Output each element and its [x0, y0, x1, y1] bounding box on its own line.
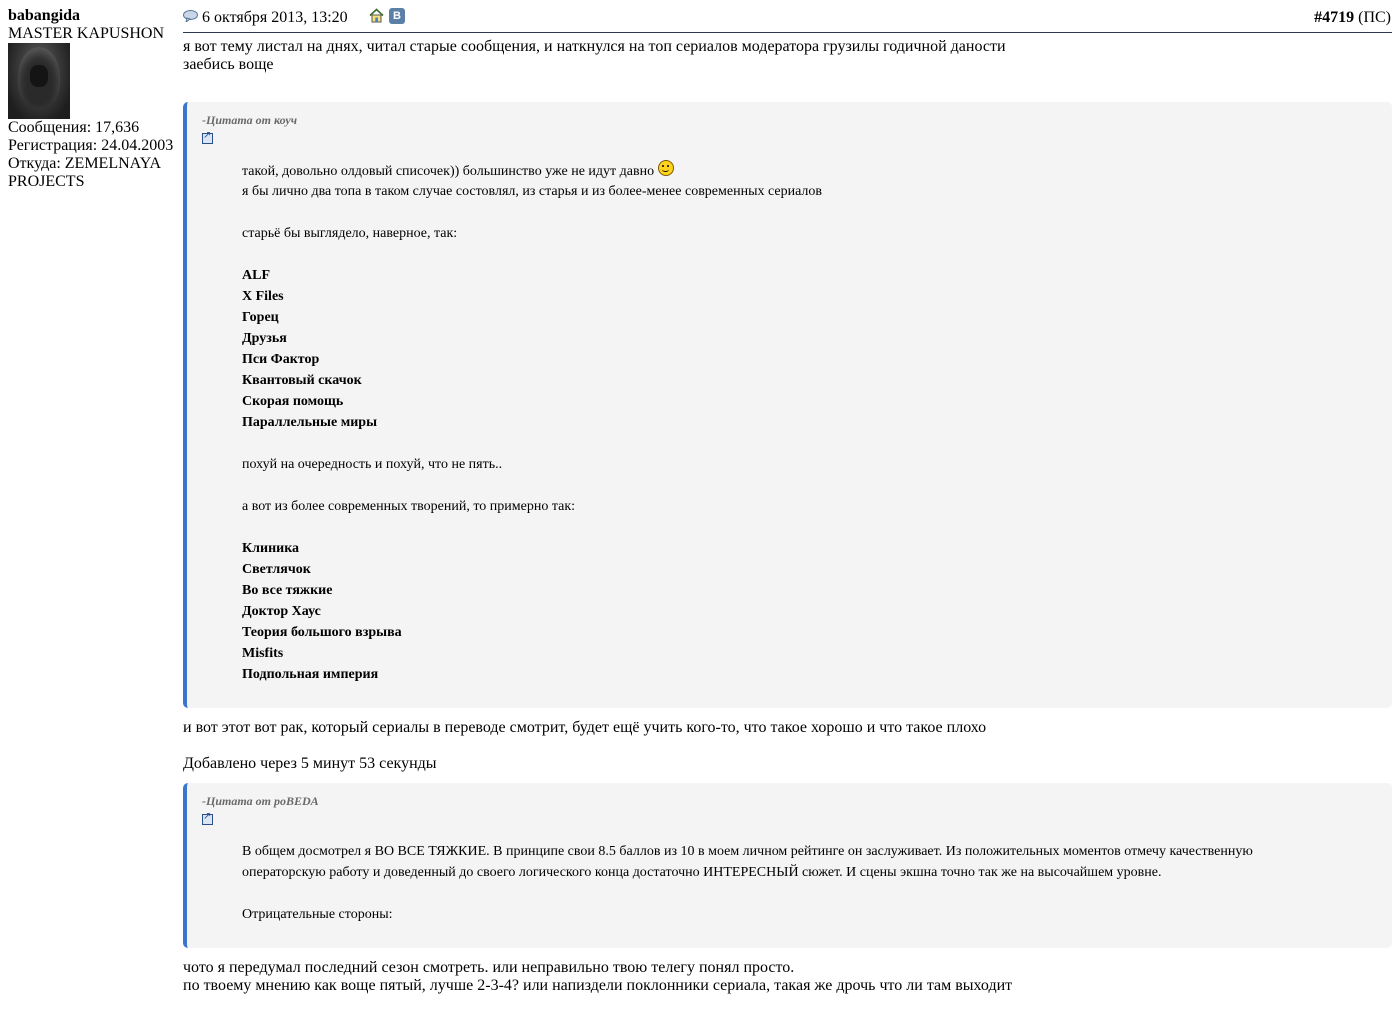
user-rank: MASTER KAPUSHON	[8, 25, 165, 42]
added-later-note: Добавлено через 5 минут 53 секунды	[183, 755, 437, 772]
list-item: Скорая помощь	[242, 394, 344, 409]
quote-line: В общем досмотрел я ВО ВСЕ ТЯЖКИЕ. В принципе свои 8.5 баллов из 10 в моем личном рейтинге он заслуживает. Из положительных моментов отмечу качественную	[242, 844, 1253, 859]
list-item: X Files	[242, 289, 284, 304]
avatar[interactable]	[8, 43, 70, 119]
intro-line-2: заебись воще	[183, 56, 274, 73]
post-intro	[183, 38, 1392, 74]
post-number-link[interactable]: #4719	[1314, 9, 1355, 26]
quote-line: похуй на очередность и похуй, что не пять..	[242, 457, 503, 472]
list-item: Квантовый скачок	[242, 373, 362, 388]
user-location-cont: PROJECTS	[8, 173, 85, 190]
list-item: Параллельные миры	[242, 415, 378, 430]
post-number[interactable]	[1314, 9, 1391, 27]
list-item: ALF	[242, 268, 270, 283]
smiley-icon	[658, 160, 674, 176]
quote-link-icon[interactable]	[202, 814, 213, 825]
list-item: Misfits	[242, 646, 284, 661]
list-item: Доктор Хаус	[242, 604, 321, 619]
post-text-after-quote: и вот этот вот рак, который сериалы в переводе смотрит, будет ещё учить кого-то, что такое хорошо и что такое плохо	[183, 719, 987, 736]
outro-line-1: чото я передумал последний сезон смотреть. или неправильно твою телегу понял просто.	[183, 959, 795, 976]
user-location: Откуда: ZEMELNAYA	[8, 155, 162, 172]
quote-line: операторскую работу и доведенный до своего логического конца достаточно ИНТЕРЕСНЫЙ сюжет. И сцены экшна точно так же на высочайшем уровне.	[242, 865, 1162, 880]
vk-icon[interactable]: В	[389, 8, 405, 24]
list-item: Клиника	[242, 541, 300, 556]
quote-line: Отрицательные стороны:	[242, 907, 393, 922]
quote-author: -Цитата от коуч	[202, 113, 298, 127]
post-bubble-icon	[183, 10, 198, 22]
post-outro	[183, 959, 1392, 995]
list-item: Горец	[242, 310, 279, 325]
quote-line: а вот из более современных творений, то примерно так:	[242, 499, 576, 514]
quote-link-icon[interactable]	[202, 133, 213, 144]
post-date: 6 октября 2013, 13:20	[202, 9, 348, 26]
quote-block-1	[183, 102, 1392, 708]
quote-author: -Цитата от poBEDA	[202, 794, 319, 808]
avatar-face	[30, 65, 48, 87]
user-posts: Сообщения: 17,636	[8, 119, 140, 136]
post-header	[183, 0, 1392, 33]
list-item: Друзья	[242, 331, 287, 346]
list-item: Теория большого взрыва	[242, 625, 402, 640]
list-item: Подпольная империя	[242, 667, 379, 682]
quote-block-2	[183, 783, 1392, 948]
quote-line-text: такой, довольно олдовый списочек)) большинство уже не идут давно	[242, 164, 655, 179]
intro-line-1: я вот тему листал на днях, читал старые сообщения, и наткнулся на топ сериалов модератора грузилы годичной даности	[183, 38, 1006, 55]
user-info	[8, 7, 180, 191]
post	[183, 0, 1392, 994]
username[interactable]: babangida	[8, 7, 81, 24]
list-item: Светлячок	[242, 562, 311, 577]
outro-line-2: по твоему мнению как воще пятый, лучше 2-3-4? или напиздели поклонники сериала, такая же дрочь что ли там выходит	[183, 977, 1013, 994]
quote-line: старьё бы выглядело, наверное, так:	[242, 226, 458, 241]
post-number-suffix: (ПС)	[1358, 9, 1391, 26]
list-item: Пси Фактор	[242, 352, 320, 367]
quote-line	[242, 160, 674, 182]
quote-line: я бы лично два топа в таком случае состовлял, из старья и из более-менее современных сериалов	[242, 184, 823, 199]
user-registered: Регистрация: 24.04.2003	[8, 137, 174, 154]
list-item: Во все тяжкие	[242, 583, 333, 598]
home-icon[interactable]	[369, 8, 384, 23]
